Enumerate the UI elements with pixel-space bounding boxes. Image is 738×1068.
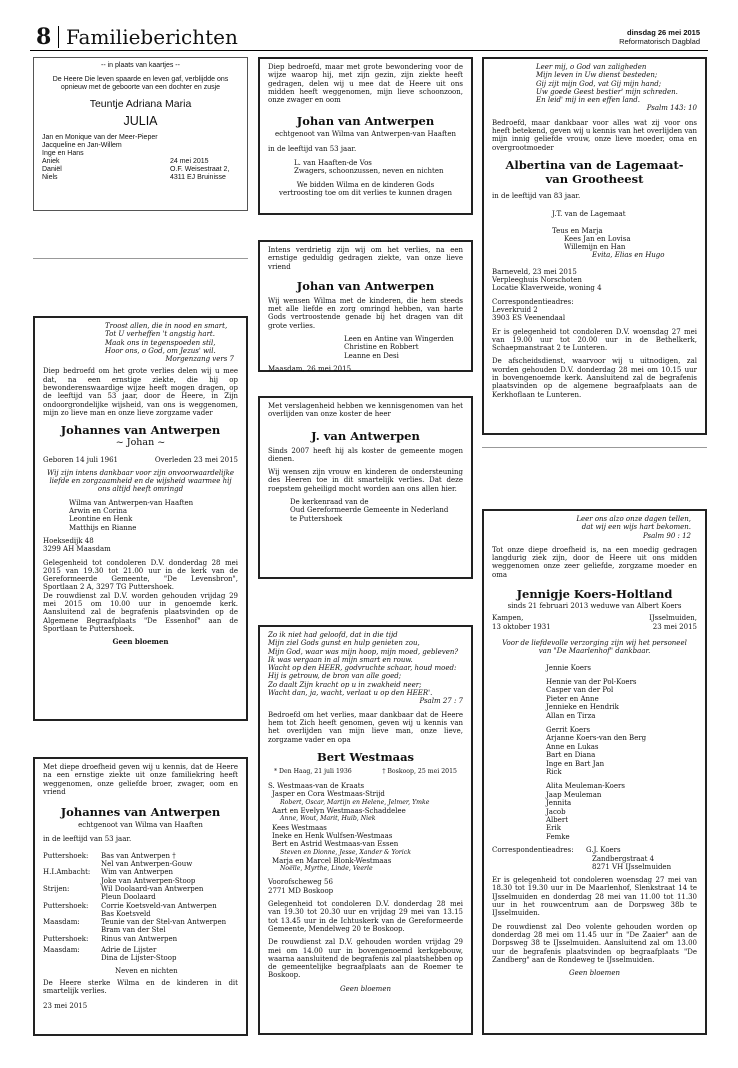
family-member: Gerrit Koers xyxy=(546,726,591,734)
birth-notice-julia xyxy=(33,57,248,211)
signature-line: te Puttershoek xyxy=(290,514,343,523)
place-date: Maasdam, 26 mei 2015 xyxy=(268,364,352,373)
address-line: 2771 MD Boskoop xyxy=(268,886,334,895)
grandchildren: Noëlle, Myrthe, Linde, Veerle xyxy=(280,865,373,873)
family-member: Aart en Evelyn Westmaas-Schaddelee xyxy=(272,807,406,816)
correspondence-line: Leverkruid 2 xyxy=(492,305,538,314)
correspondence-label: Correspondentieadres: xyxy=(492,846,574,855)
intro: De Heere Die leven spaarde en leven gaf, verblijdde ons opnieuw met de geboorte van een dochter en zusje xyxy=(52,76,229,91)
header-rule xyxy=(30,50,708,51)
poem-line: Uw goede Geest bestier' mijn schreden. xyxy=(536,87,678,96)
funeral-info: De rouwdienst zal D.V. worden gehouden vrijdag 29 mei 2015 om 10.00 uur in genoemde kerk. Aansluitend zal de begrafenis plaatsvinden op de Algemene Begraafplaats "De Essenhof" aan de Sportlaan te Puttershoek. xyxy=(43,591,238,633)
condolence-info: Er is gelegenheid tot condoleren woensdag 27 mei van 18.30 tot 19.30 uur in De Maarlenhof, Slenkstraat 14 te IJsselmuiden en donderdag 28 mei van 11.00 tot 11.30 uur in het rouwcentrum aan de Dorpsweg 38b te IJsselmuiden. xyxy=(492,876,697,918)
poem-line: En leid' mij in een effen land. xyxy=(536,96,640,105)
family-name: Wim van Antwerpen xyxy=(101,868,174,877)
grandchildren: Evita, Elias en Hugo xyxy=(592,251,665,260)
address-line1: O.F. Weisestraat 2, xyxy=(170,166,230,173)
correspondence-line: Zandbergstraat 4 xyxy=(592,854,655,863)
closing: De Heere sterke Wilma en de kinderen in dit smartelijk verlies. xyxy=(43,978,238,996)
family-member: Erik xyxy=(546,824,561,833)
header-divider xyxy=(58,26,59,48)
family-member: Jennita xyxy=(546,799,572,808)
deceased-name: Johannes van Antwerpen xyxy=(60,805,221,820)
date: 23 mei 2015 xyxy=(43,1001,88,1010)
header-meta xyxy=(619,28,700,46)
family-member: Pieter en Anne xyxy=(546,694,599,703)
nephews: Neven en nichten xyxy=(115,966,178,975)
family-name: Nel van Antwerpen-Gouw xyxy=(101,860,193,869)
died-place: IJsselmuiden, xyxy=(649,614,697,623)
family-member: Teus en Marja xyxy=(552,226,603,235)
age: in de leeftijd van 53 jaar. xyxy=(43,835,132,844)
family-member: Arwin en Corina xyxy=(69,507,128,516)
family-member: Leanne en Desi xyxy=(344,351,399,360)
notice-albertina xyxy=(482,57,707,435)
family-name: Rinus van Antwerpen xyxy=(101,934,178,943)
place-line: Barneveld, 23 mei 2015 xyxy=(492,267,577,276)
sympathy-text: Wij wensen Wilma met de kinderen, die hem steeds met alle liefde en zorg omringd hebben, van harte Gods vertroostende genade bij het dragen van dit grote verlies. xyxy=(268,296,463,330)
born: Geboren 14 juli 1961 xyxy=(43,455,118,464)
signature-line: De kerkenraad van de xyxy=(290,498,369,507)
section-title: Familieberichten xyxy=(66,25,238,49)
intro-text: Intens verdrietig zijn wij om het verlies, na een ernstige geduldig gedragen ziekte, van onze lieve vriend xyxy=(268,246,463,271)
poem-ref: Psalm 143: 10 xyxy=(646,104,697,113)
poem-line: Mijn leven in Uw dienst besteden; xyxy=(536,71,658,80)
child-aniek: Aniek xyxy=(42,158,60,165)
no-flowers: Geen bloemen xyxy=(112,637,169,647)
family-member: Marja en Marcel Blonk-Westmaas xyxy=(272,856,392,865)
deceased-name: Johan van Antwerpen xyxy=(296,114,435,129)
family-member: Willemijn en Han xyxy=(564,243,626,252)
poem-line: Wacht op den HEER, godvruchte schaar, houd moed: xyxy=(268,664,457,673)
family-member: Casper van der Pol xyxy=(546,686,614,695)
poem-line: Ik was vergaan in al mijn smart en rouw. xyxy=(268,655,413,664)
intro-text: Met verslagenheid hebben we kennisgenomen van het overlijden van onze koster de heer xyxy=(268,402,463,419)
died-date: 23 mei 2015 xyxy=(652,622,697,631)
grandchildren: Robert, Oscar, Martijn en Helene, Jelmer, Ymke xyxy=(280,798,430,806)
family-name: Bram van der Stel xyxy=(101,926,166,935)
family-member: Kees Jan en Lovisa xyxy=(564,234,631,243)
family-member: Hennie van der Pol-Koers xyxy=(546,677,637,686)
signature-line: Oud Gereformeerde Gemeente in Nederland xyxy=(290,506,449,515)
parents-1: Jacqueline en Jan-Willem xyxy=(42,142,122,149)
thanks: Wij zijn intens dankbaar voor zijn onvoorwaardelijke liefde en zorgzaamheid en de wijsheid waarmee hij ons altijd heeft omringd xyxy=(47,468,234,494)
thanks: Voor de liefdevolle verzorging zijn wij het personeel van "De Maarlenhof" dankbaar. xyxy=(502,638,687,656)
poem-line: Zo ik niet had geloofd, dat in die tijd xyxy=(268,631,398,639)
family-member: Ineke en Henk Wulfsen-Westmaas xyxy=(272,831,393,840)
family-member: Matthijs en Rianne xyxy=(69,523,137,532)
deceased-name: J. van Antwerpen xyxy=(311,428,420,443)
family-member: Jennie Koers xyxy=(546,663,591,672)
column-separator xyxy=(482,447,707,448)
family-place: Maasdam: xyxy=(43,946,80,955)
family-member: Leontine en Henk xyxy=(69,515,133,524)
notice-church-council xyxy=(258,396,473,579)
family-member: Femke xyxy=(546,832,570,841)
intro-text: Tot onze diepe droefheid is, na een moedig gedragen langdurig ziek zijn, door de Heere uit ons midden weggenomen onze zeer geliefde, zorgzame moeder en oma xyxy=(492,545,697,579)
husband: J.T. van de Lagemaat xyxy=(552,210,626,219)
family-member: Anne en Lukas xyxy=(546,742,599,751)
deceased-name: Jennigje Koers-Holtland xyxy=(516,587,673,602)
closing: We bidden Wilma en de kinderen Gods vertroosting toe om dit verlies te kunnen dragen xyxy=(279,180,452,197)
condolence-info: Gelegenheid tot condoleren D.V. donderdag 28 mei van 19.30 tot 20.30 uur en vrijdag 29 mei van 13.15 tot 13.45 uur in de Ichtuskerk van de Gereformeerde Gemeente, Mendelweg 20 te Boskoop. xyxy=(268,900,463,933)
poem-line: Mijn God, waar was mijn hoop, mijn moed, gebleven? xyxy=(268,647,459,656)
issue-date: dinsdag 26 mei 2015 xyxy=(627,28,700,37)
family-name: Bas Koetsveld xyxy=(101,909,151,918)
family-name: Pleun Doolaard xyxy=(101,893,156,902)
family-place: Maasdam: xyxy=(43,918,80,927)
deceased-name: Johannes van Antwerpen xyxy=(60,423,221,438)
deceased-name: Johan van Antwerpen xyxy=(296,278,435,293)
family-name: Teunie van der Stel-van Antwerpen xyxy=(101,918,227,927)
funeral-info: De afscheidsdienst, waarvoor wij u uitnodigen, zal worden gehouden D.V. donderdag 28 mei om 10.15 uur in bovengenoemde kerk. Aansluitend zal de begrafenis plaatsvinden op de algemene begraafplaats aan de Kerkhoflaan te Lunteren. xyxy=(492,357,697,399)
spouse-note: echtgenoot van Wilma van Haaften xyxy=(78,821,203,830)
family-member: Bart en Diana xyxy=(546,751,596,760)
paper-name: Reformatorisch Dagblad xyxy=(619,37,700,46)
poem-line: Mijn ziel Gods gunst en hulp genieten zou, xyxy=(268,639,420,648)
full-name: Teuntje Adriana Maria xyxy=(89,98,192,110)
family-name: Dina de Lijster-Stoop xyxy=(101,954,177,963)
birth-date: 24 mei 2015 xyxy=(170,158,209,165)
poem-ref: Morgenzang vers 7 xyxy=(165,355,234,364)
age: in de leeftijd van 83 jaar. xyxy=(492,191,581,200)
age: in de leeftijd van 53 jaar. xyxy=(268,144,357,153)
call-name: JULIA xyxy=(123,114,158,128)
condolence-info: Gelegenheid tot condoleren D.V. donderdag 28 mei 2015 van 19.30 tot 21.00 uur in de kerk van de Gereformeerde Gemeente, "De Levensbron", Sportlaan 2 A, 3297 TG Puttershoek. xyxy=(43,558,238,592)
condolence-info: Er is gelegenheid tot condoleren D.V. woensdag 27 mei van 19.00 uur tot 20.00 uur in de Bethelkerk, Schaepmanstraat 2 te Lunteren. xyxy=(492,327,697,353)
family-place: Strijen: xyxy=(43,884,70,893)
died: † Boskoop, 25 mei 2015 xyxy=(382,767,457,775)
correspondence-line: 8271 VH IJsselmuiden xyxy=(592,862,672,871)
intro-text: Bedroefd om het verlies, maar dankbaar dat de Heere hem tot Zich heeft genomen, geven wij u kennis van het overlijden van mijn lieve man, onze lieve, zorgzame vader en opa xyxy=(268,710,463,744)
poem-line: Troost allen, die in nood en smart, xyxy=(105,322,228,330)
family-member: Zwagers, schoonzussen, neven en nichten xyxy=(294,167,444,176)
wish-text: Wij wensen zijn vrouw en kinderen de ondersteuning des Heeren toe in dit smartelijk verlies. Dat deze roepstem geheiligd mocht worden aan ons allen hier. xyxy=(268,468,463,493)
notice-johan-friends xyxy=(258,240,473,372)
family-member: L. van Haaften-de Vos xyxy=(294,159,372,168)
address-line: Hoeksedijk 48 xyxy=(43,536,94,545)
family-member: Wilma van Antwerpen-van Haaften xyxy=(69,498,194,507)
spouse-note: echtgenoot van Wilma van Antwerpen-van Haaften xyxy=(274,130,456,139)
poem-line: dat wij een wijs hart bekomen. xyxy=(581,523,691,532)
poem-line: Maak ons in tegenspoeden stil, xyxy=(105,338,216,347)
family-member: Leen en Antine van Wingerden xyxy=(344,335,454,344)
family-name: Adrie de Lijster xyxy=(101,946,157,955)
family-place: H.I.Ambacht: xyxy=(43,868,91,877)
family-member: Jasper en Cora Westmaas-Strijd xyxy=(272,790,385,799)
family-member: Jacob xyxy=(546,807,566,816)
family-place: Puttershoek: xyxy=(43,851,89,860)
poem-ref: Psalm 90 : 12 xyxy=(642,531,691,540)
family-member: Allan en Tirza xyxy=(546,711,596,720)
service-text: Sinds 2007 heeft hij als koster de gemeente mogen dienen. xyxy=(268,446,463,463)
intro-text: Met diepe droefheid geven wij u kennis, dat de Heere na een ernstige ziekte uit onze familiekring heeft weggenomen, onze geliefde broer, zwager, oom en vriend xyxy=(43,763,238,796)
died: Overleden 23 mei 2015 xyxy=(154,455,238,464)
intro-text: Diep bedroefd om het grote verlies delen wij u mee dat, na een ernstige ziekte, die hij op bewonderenswaardige wijze heeft mogen dragen, op de leeftijd van 53 jaar, door de Heere, in Zijn ondoorgrondelijke wijsheid, van ons is weggenomen, mijn zo lieve man en onze lieve zorgzame vader xyxy=(43,367,238,417)
born: * Den Haag, 21 juli 1936 xyxy=(274,767,352,775)
deceased-name-line2: van Grootheest xyxy=(545,171,644,186)
family-member: Alita Meuleman-Koers xyxy=(546,782,625,791)
nickname: ~ Johan ~ xyxy=(115,437,166,449)
page-number: 8 xyxy=(36,24,52,50)
family-member: Jaap Meuleman xyxy=(546,790,602,799)
child-daniel: Daniël xyxy=(42,166,62,173)
poem-line: Gij zijt mijn God, vat Gij mijn hand; xyxy=(536,79,662,88)
parents-2: Inge en Hans xyxy=(42,150,84,157)
born-date: 13 oktober 1931 xyxy=(492,622,551,631)
notice-jennigje-koers xyxy=(482,509,707,1035)
born-place: Kampen, xyxy=(492,614,524,623)
widow-note: sinds 21 februari 2013 weduwe van Albert Koers xyxy=(507,602,682,611)
poem-line: Leer ons alzo onze dagen tellen, xyxy=(576,515,691,523)
poem-line: Hoor ons, o God, om Jezus' wil. xyxy=(105,346,216,355)
funeral-info: De rouwdienst zal D.V. gehouden worden vrijdag 29 mei om 14.00 uur in bovengenoemd kerkgebouw, waarna aansluitend de begrafenis zal plaatshebben op de gemeentelijke begraafplaats aan de Roemer te Boskoop. xyxy=(268,938,463,980)
family-member: Albert xyxy=(546,816,569,825)
family-name: Wil Doolaard-van Antwerpen xyxy=(101,884,204,893)
no-flowers: Geen bloemen xyxy=(569,969,620,978)
family-name: Joke van Antwerpen-Stoop xyxy=(101,876,196,885)
deceased-name: Bert Westmaas xyxy=(316,749,415,764)
no-flowers: Geen bloemen xyxy=(340,984,391,993)
family-name: Bas van Antwerpen † xyxy=(101,851,176,860)
correspondence-line: G.J. Koers xyxy=(586,846,621,855)
poem-line: Zo daalt Zijn kracht op u in zwakheid neer; xyxy=(268,680,422,689)
family-place: Puttershoek: xyxy=(43,901,89,910)
kicker: -- in plaats van kaartjes -- xyxy=(101,62,180,69)
poem-ref: Psalm 27 : 7 xyxy=(419,697,463,706)
address-line2: 4311 EJ Bruinisse xyxy=(170,174,226,181)
family-member: Rick xyxy=(546,768,562,777)
correspondence-label: Correspondentieadres: xyxy=(492,297,574,306)
family-member: Kees Westmaas xyxy=(272,823,327,832)
poem-line: Wacht dan, ja, wacht, verlaat u op den HEER'. xyxy=(268,689,433,698)
family-member: Arjanne Koers-van den Berg xyxy=(546,734,647,743)
notice-johannes-family xyxy=(33,316,248,721)
poem-line: Hij is getrouw, de bron van alle goed; xyxy=(268,672,402,681)
notice-johan-inlaws xyxy=(258,57,473,215)
intro-text: Diep bedroefd, maar met grote bewondering voor de wijze waarop hij, met zijn gezin, zijn ziekte heeft gedragen, delen wij u mee dat de Heere uit ons midden heeft weggenomen, mijn lieve schoonzoon, onze zwager en oom xyxy=(268,63,463,105)
family-member: Bert en Astrid Westmaas-van Essen xyxy=(272,840,399,849)
family-name: Corrie Koetsveld-van Antwerpen xyxy=(101,901,217,910)
intro-text: Bedroefd, maar dankbaar voor alles wat zij voor ons heeft betekend, geven wij u kennis van het overlijden van mijn innig geliefde vrouw, onze lieve moeder, oma en overgrootmoeder xyxy=(492,118,697,152)
column-separator xyxy=(33,258,248,259)
child-niels: Niels xyxy=(42,174,58,181)
correspondence-line: 3903 ES Veenendaal xyxy=(492,314,566,323)
family-member: S. Westmaas-van de Kraats xyxy=(268,782,365,791)
grandchildren: Anne, Wout, Marit, Huib, Niek xyxy=(280,815,376,823)
family-member: Jennieke en Hendrik xyxy=(546,703,619,712)
poem-line: Tot U verheffen 't angstig hart. xyxy=(105,330,215,339)
place-line: Locatie Klaverweide, woning 4 xyxy=(492,284,602,293)
family-member: Inge en Bart Jan xyxy=(546,759,605,768)
family-member: Christine en Robbert xyxy=(344,343,419,352)
grandchildren: Steven en Dionne, Jesse, Xander & Yorick xyxy=(280,848,411,856)
family-place: Puttershoek: xyxy=(43,934,89,943)
notice-bert-westmaas xyxy=(258,625,473,1035)
address-line: Voorofscheweg 56 xyxy=(268,878,333,887)
notice-johannes-siblings xyxy=(33,757,248,1036)
deceased-name-line1: Albertina van de Lagemaat- xyxy=(505,157,684,172)
funeral-info: De rouwdienst zal Deo volente gehouden worden op donderdag 28 mei om 11.45 uur in "De Zaaier" aan de Dorpsweg 38 te IJsselmuiden. Aansluitend zal om 13.00 uur de begrafenis plaatsvinden op begraafplaats "De Zandberg" aan de Rondeweg te IJsselmuiden. xyxy=(492,922,697,964)
address-line: 3299 AH Maasdam xyxy=(43,545,111,554)
parents-0: Jan en Monique van der Meer-Pieper xyxy=(42,134,158,141)
place-line: Verpleeghuis Norschoten xyxy=(492,276,582,285)
poem-line: Leer mij, o God van zaligheden xyxy=(536,63,647,71)
